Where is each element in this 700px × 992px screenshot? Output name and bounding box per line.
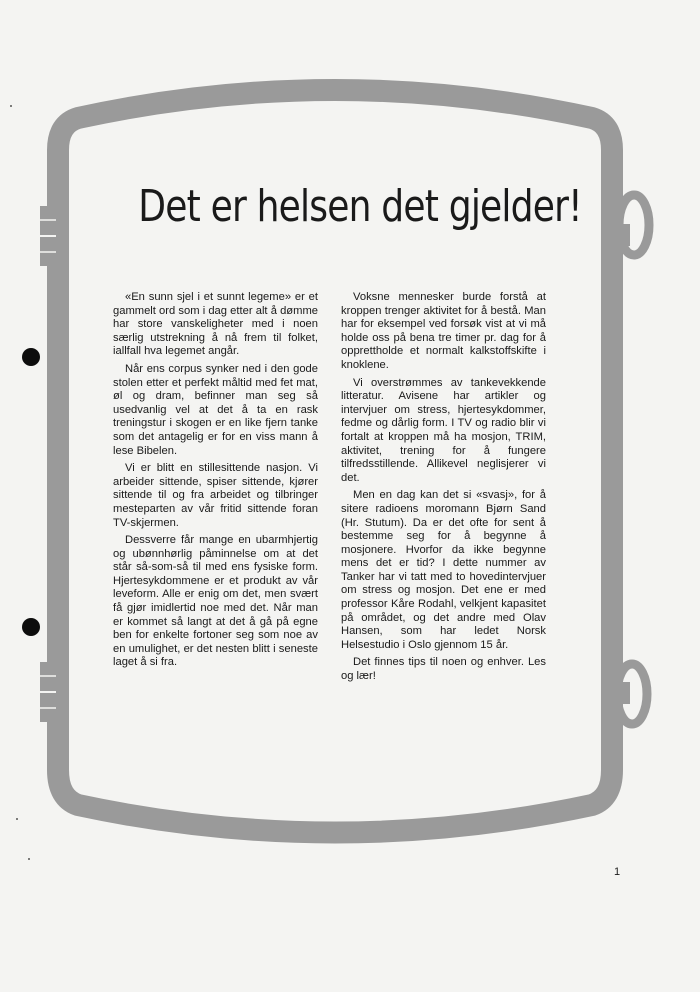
latch-wheel-bottom [617, 664, 647, 724]
paragraph: Men en dag kan det si «svasj», for å sitere radioens moromann Bjørn Sand (Hr. Stutum). Da er det ofte for sent å bestemme seg for å begynne å mosjonere. Hvorfor da ikke begynne mens det er tid? I dette nummer av Tanker har vi tatt med to hovedintervjuer om stress og mosjon. Det ene er med professor Kåre Rodahl, velkjent kapasitet på området, og det andre med Olav Hansen, som har ledet Norsk Helsestudio i Oslo gjennom 15 år. [341, 489, 546, 651]
punch-hole-bottom [22, 618, 40, 636]
article-title: Det er helsen det gjelder! [138, 181, 582, 232]
punch-hole-top [22, 348, 40, 366]
page-number: 1 [614, 866, 621, 878]
paragraph: «En sunn sjel i et sunnt legeme» er et gammelt ord som i dag etter alt å dømme har store vanskeligheter med i noen særlig utstrekning å nå frem til folket, iallfall hva legemet angår. [113, 291, 318, 358]
paper-speck [28, 858, 30, 860]
paper-speck [16, 818, 18, 820]
paragraph: Det finnes tips til noen og enhver. Les og lær! [341, 656, 546, 683]
paragraph: Dessverre får mange en ubarmhjertig og ubønnhørlig påminnelse om at det står så-som-så til med ens fysiske form. Hjertesykdommene er et produkt av vår leveform. Alle er enig om det, men svært få gjør imidlertid noe med det. Når man er kommet så langt at det å gå på egne ben for enkelte fortoner seg som noe av en umulighet, er det nesten blitt i seneste laget å si fra. [113, 534, 318, 669]
paragraph: Når ens corpus synker ned i den gode stolen etter et perfekt måltid med fet mat, øl og dram, befinner man seg så usedvanlig vel at det å ta en rask treningstur i skogen er en like fjern tanke som det antagelig er for en viss mann å lese Bibelen. [113, 362, 318, 457]
article-column-left [113, 291, 318, 674]
paragraph: Vi overstrømmes av tankevekkende litteratur. Avisene har artikler og intervjuer om stress, hjertesykdommer, fedme og dårlig form. I TV og radio blir vi fortalt at kroppen må ha mosjon, TRIM, aktivitet, trening for å fungere tilfredsstillende. Allikevel neglisjerer vi det. [341, 376, 546, 484]
paper-speck [10, 105, 12, 107]
latch-wheel-top [619, 195, 649, 255]
article-column-right [341, 291, 546, 688]
paragraph: Voksne mennesker burde forstå at kroppen trenger aktivitet for å bestå. Man har for eksempel ved forsøk vist at vi må holde oss på bena tre timer pr. dag for å opprettholde et normalt kalkstoffskifte i knoklene. [341, 291, 546, 371]
paragraph: Vi er blitt en stillesittende nasjon. Vi arbeider sittende, spiser sittende, kjører sittende til og fra arbeidet og tilbringer mesteparten av vår fritid sittende foran TV-skjermen. [113, 462, 318, 529]
